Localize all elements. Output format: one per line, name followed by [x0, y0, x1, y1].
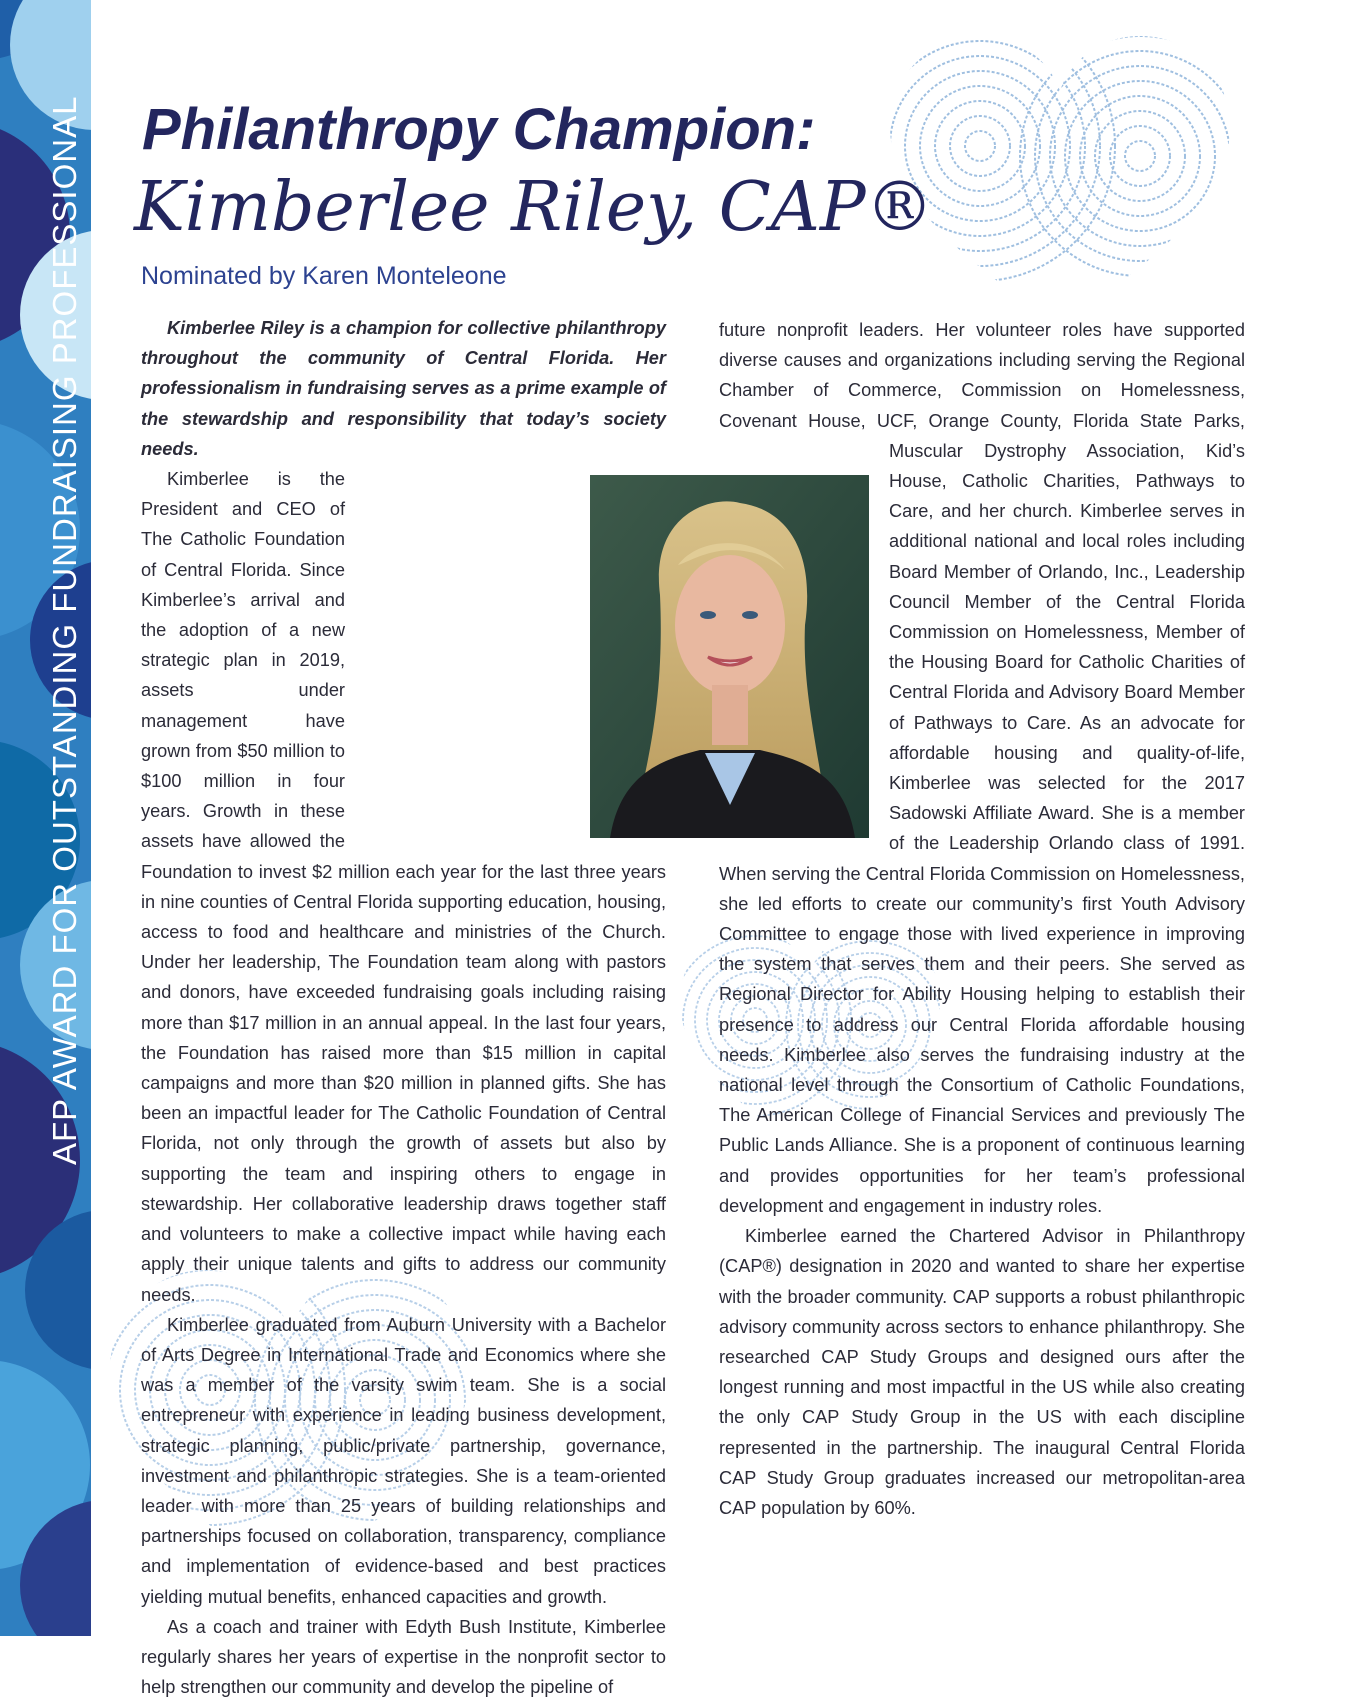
paragraph-5: Kimberlee earned the Chartered Advisor in Philanthropy (CAP®) designation in 2020 and wanted to share her expertise with the broader community. CAP supports a robust philanthropic advisory community across sectors to enhance philanthropy. She researched CAP Study Groups and designed ours after the longest running and most impactful in the US while also creating the only CAP Study Group in the US with each discipline represented in the partnership. The inaugural Central Florida CAP Study Group graduates increased our metropolitan-area CAP population by 60%.: [719, 1226, 1245, 1518]
article-column-left: [141, 313, 666, 1702]
honoree-name: Kimberlee Riley, CAP®: [134, 168, 934, 247]
portrait-photo: [590, 475, 869, 838]
fingerprint-heart-top: [890, 36, 1230, 336]
sidebar-label: AFP AWARD FOR OUTSTANDING FUNDRAISING PROFESSIONAL: [46, 95, 83, 1165]
paragraph-2: Kimberlee graduated from Auburn University with a Bachelor of Arts Degree in International Trade and Economics where she was a member of the varsity swim team. She is a social entrepreneur with experience in leading business development, strategic planning, public/private partnership, governance, investment and philanthropic strategies. She is a team-oriented leader with more than 25 years of building relationships and partnerships focused on collaboration, transparency, compliance and implementation of evidence-based and best practices yielding mutual benefits, enhanced capacities and growth.: [141, 1314, 666, 1607]
paragraph-4: future nonprofit leaders. Her volunteer roles have supported diverse causes and organizations including serving the Regional Chamber of Commerce, Commission on Homelessness, Covenant House, UCF, Orange County, Florida State Parks, Muscular Dystrophy Association, Kid’s House, Catholic Charities, Pathways to Care, and her church. Kimberlee serves in additional national and local roles including Board Member of Orlando, Inc., Leadership Council Member of the Central Florida Commission on Homelessness, Member of the Housing Board for Catholic Charities of Central Florida and Advisory Board Member of Pathways to Care. As an advocate for affordable housing and quality-of-life, Kimberlee was selected for the 2017 Sadowski Affiliate Award. She is a member of the Leadership Orlando class of 1991. When serving the Central Florida Commission on Homelessness, she led efforts to create our community’s first Youth Advisory Committee to engage those with lived experience in improving the system that serves them and their peers. She served as Regional Director for Ability Housing helping to establish their presence to address our Central Florida affordable housing needs. Kimberlee also serves the fundraising industry at the national level through the Consortium of Catholic Foundations, The American College of Financial Services and previously The Public Lands Alliance. She is a proponent of continuous learning and provides opportunities for her team’s professional development and engagement in industry roles.: [719, 320, 1245, 1216]
sidebar-band: [0, 0, 91, 1636]
nominated-by: Nominated by Karen Monteleone: [141, 262, 507, 290]
paragraph-1: Kimberlee is the President and CEO of The Catholic Foundation of Central Florida. Since Kimberlee’s arrival and the adoption of a new strategic plan in 2019, assets under management have grown from $50 million to $100 million in four years. Growth in these assets have allowed the Foundation to invest $2 million each year for the last three years in nine counties of Central Florida supporting education, housing, access to food and healthcare and ministries of the Church. Under her leadership, The Foundation team along with pastors and donors, have exceeded fundraising goals including raising more than $17 million in an annual appeal. In the last four years, the Foundation has raised more than $15 million in capital campaigns and more than $20 million in planned gifts. She has been an impactful leader for The Catholic Foundation of Central Florida, not only through the growth of assets but also by supporting the team and inspiring others to engage in stewardship. Her collaborative leadership draws together staff and volunteers to make a collective impact while having each apply their unique talents and gifts to address our community needs.: [141, 469, 666, 1305]
page-title: Philanthropy Champion:: [142, 97, 816, 162]
paragraph-3: As a coach and trainer with Edyth Bush Institute, Kimberlee regularly shares her years of expertise in the nonprofit sector to help strengthen our community and develop the pipeline of: [141, 1616, 666, 1698]
lead-paragraph: Kimberlee Riley is a champion for collective philanthropy throughout the community of Central Florida. Her professionalism in fundraising serves as a prime example of the stewardship and responsibility that today’s society needs.: [141, 318, 666, 459]
